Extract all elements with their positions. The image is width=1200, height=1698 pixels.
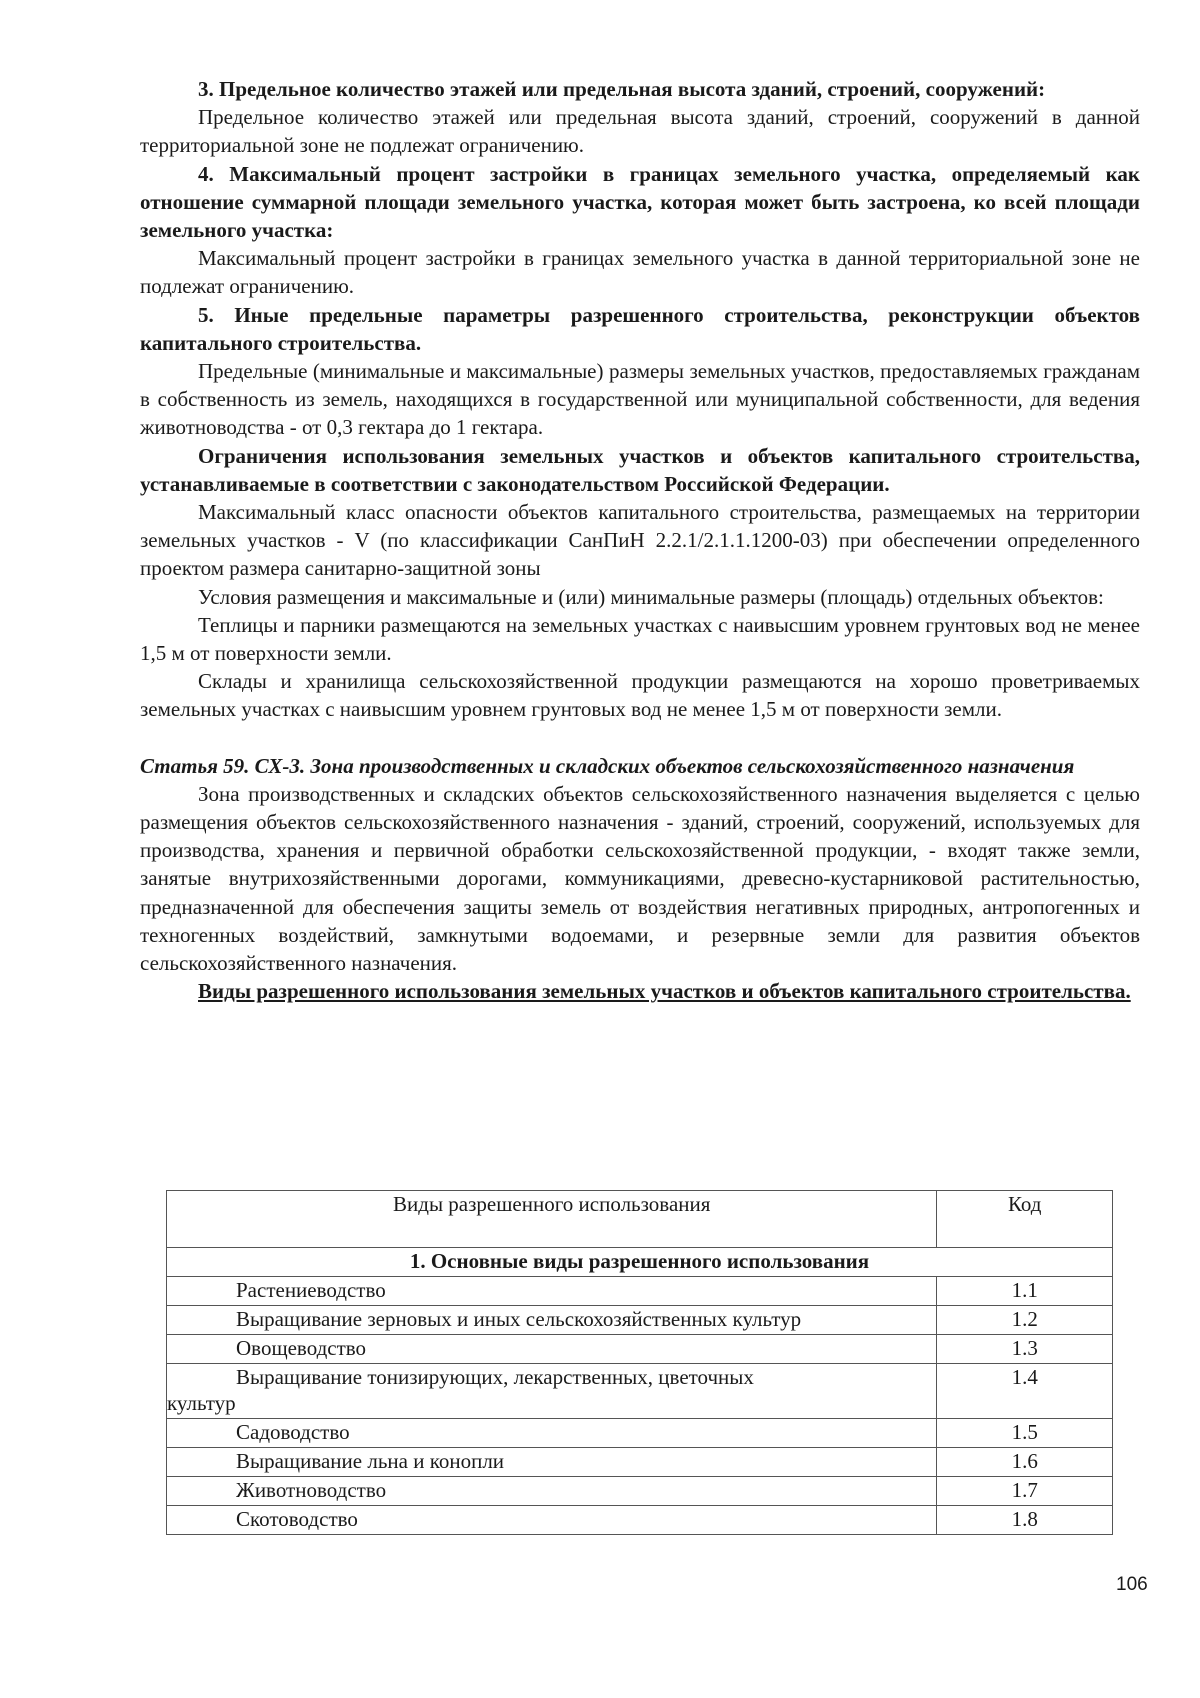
restrictions-heading: Ограничения использования земельных участков и объектов капитального строительства, устанавливаемые в соответствии с законодательством Российской Федерации. [140, 443, 1140, 496]
section4-text: Максимальный процент застройки в границах земельного участка в данной территориальной зоне не подлежат ограничению. [140, 246, 1140, 299]
row-name: Выращивание льна и конопли [167, 1448, 937, 1477]
table-row [167, 1419, 1113, 1448]
section5-text: Предельные (минимальные и максимальные) размеры земельных участков, предоставляемых гражданам в собственность из земель, находящихся в государственной или муниципальной собственности, для ведения животноводства - от 0,3 гектара до 1 гектара. [140, 359, 1140, 440]
row-code: 1.6 [937, 1448, 1113, 1477]
section4-heading: 4. Максимальный процент застройки в границах земельного участка, определяемый как отношение суммарной площади земельного участка, которая может быть застроена, ко всей площади земельного участка: [140, 161, 1140, 243]
restrictions-p4: Склады и хранилища сельскохозяйственной продукции размещаются на хорошо проветриваемых земельных участках с наивысшим уровнем грунтовых вод не менее 1,5 м от поверхности земли. [140, 669, 1140, 722]
row-code: 1.1 [937, 1277, 1113, 1306]
page-number: 106 [1116, 1574, 1148, 1595]
header-code: Код [937, 1191, 1113, 1248]
table-row [167, 1364, 1113, 1419]
row-code: 1.3 [937, 1335, 1113, 1364]
row-name-wrapped [167, 1364, 937, 1419]
row-name: Выращивание тонизирующих, лекарственных, цветочных [236, 1365, 754, 1389]
section3-text: Предельное количество этажей или предельная высота зданий, строений, сооружений в данной территориальной зоне не подлежат ограничению. [140, 105, 1140, 158]
table-section-row [167, 1248, 1113, 1277]
table-header-row [167, 1191, 1113, 1248]
table-row [167, 1477, 1113, 1506]
article-title: Статья 59. СХ-3. Зона производственных и складских объектов сельскохозяйственного назначения [140, 753, 1075, 778]
table-row [167, 1306, 1113, 1335]
restrictions-p2: Условия размещения и максимальные и (или) минимальные размеры (площадь) отдельных объектов: [198, 584, 1104, 609]
document-body [140, 75, 1140, 1006]
permitted-use-table [166, 1190, 1113, 1535]
table-heading: Виды разрешенного использования земельных участков и объектов капитального строительства. [198, 979, 1131, 1004]
row-code: 1.7 [937, 1477, 1113, 1506]
article-text: Зона производственных и складских объектов сельскохозяйственного назначения выделяется с целью размещения объектов сельскохозяйственного назначения - зданий, строений, сооружений, используемых для производства, хранения и первичной обработки сельскохозяйственной продукции, - входят также земли, занятые внутрихозяйственными дорогами, коммуникациями, древесно-кустарниковой растительностью, предназначенной для обеспечения защиты земель от воздействия негативных природных, антропогенных и техногенных воздействий, замкнутыми водоемами, и резервные земли для развития объектов сельскохозяйственного назначения. [140, 781, 1140, 976]
row-name: Выращивание зерновых и иных сельскохозяйственных культур [167, 1306, 937, 1335]
row-name: Овощеводство [167, 1335, 937, 1364]
row-name-continuation: культур [167, 1391, 236, 1415]
header-name: Виды разрешенного использования [167, 1191, 937, 1248]
restrictions-p3: Теплицы и парники размещаются на земельных участках с наивысшим уровнем грунтовых вод не менее 1,5 м от поверхности земли. [140, 612, 1140, 666]
section5-heading: 5. Иные предельные параметры разрешенного строительства, реконструкции объектов капитального строительства. [140, 302, 1140, 355]
table-row [167, 1277, 1113, 1306]
table-row [167, 1506, 1113, 1535]
row-code: 1.2 [937, 1306, 1113, 1335]
row-name: Скотоводство [167, 1506, 937, 1535]
row-name: Садоводство [167, 1419, 937, 1448]
table-row [167, 1335, 1113, 1364]
row-name: Животноводство [167, 1477, 937, 1506]
section-title: 1. Основные виды разрешенного использования [167, 1248, 1113, 1277]
restrictions-p1: Максимальный класс опасности объектов капитального строительства, размещаемых на территории земельных участков - V (по классификации СанПиН 2.2.1/2.1.1.1200-03) при обеспечении определенного проектом размера санитарно-защитной зоны [140, 500, 1140, 581]
table-row [167, 1448, 1113, 1477]
row-code: 1.8 [937, 1506, 1113, 1535]
row-code: 1.5 [937, 1419, 1113, 1448]
row-code: 1.4 [937, 1364, 1113, 1419]
section3-heading: 3. Предельное количество этажей или предельная высота зданий, строений, сооружений: [198, 77, 1046, 101]
row-name: Растениеводство [167, 1277, 937, 1306]
